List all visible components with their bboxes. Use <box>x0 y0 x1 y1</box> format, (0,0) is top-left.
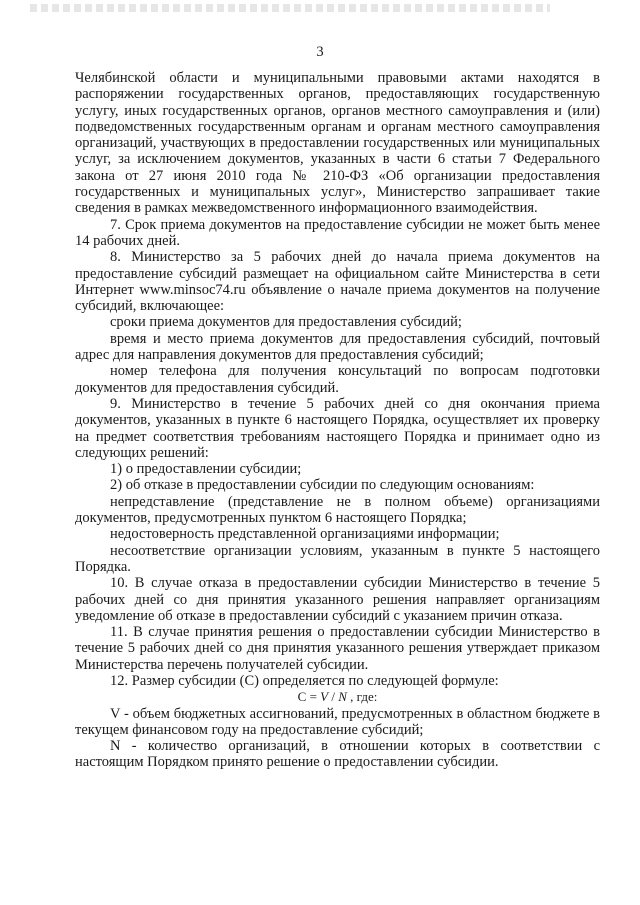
paragraph: Челябинской области и муниципальными правовыми актами находятся в распоряжении государственных органов, предоставляющих государственную услугу, иных государственных органов, органов местного самоуправления и (или) подведомственных государственным органам и органам местного самоуправления организаций, участвующих в предоставлении государственных или муниципальных услуг, за исключением документов, указанных в части 6 статьи 7 Федерального закона от 27 июня 2010 года № 210-ФЗ «Об организации предоставления государственных и муниципальных услуг», Министерство запрашивает такие сведения в рамках межведомственного информационного взаимодействия. <box>75 70 600 217</box>
formula-numerator: V <box>320 689 329 705</box>
paragraph: 8. Министерство за 5 рабочих дней до начала приема документов на предоставление субсидий размещает на официальном сайте Министерства в сети Интернет www.minsoc74.ru объявление о начале приема документов на получение субсидий, включающее: <box>75 249 600 315</box>
paragraph: 11. В случае принятия решения о предоставлении субсидии Министерство в течение 5 рабочих дней со дня принятия указанного решения утверждает приказом Министерства перечень получателей субсидии. <box>75 624 600 673</box>
paragraph: 10. В случае отказа в предоставлении субсидии Министерство в течение 5 рабочих дней со дня принятия указанного решения направляет организациям уведомление об отказе в предоставлении субсидий с указанием причин отказа. <box>75 575 600 624</box>
paragraph: непредставление (представление не в полном объеме) организациями документов, предусмотренных пунктом 6 настоящего Порядка; <box>75 493 600 527</box>
paragraph: V - объем бюджетных ассигнований, предусмотренных в областном бюджете в текущем финансовом году на предоставление субсидий; <box>75 705 600 738</box>
paragraph: сроки приема документов для предоставления субсидий; <box>110 314 462 331</box>
formula-lhs: C <box>297 689 307 705</box>
formula-suffix: , где: <box>346 689 378 705</box>
paragraph: 2) об отказе в предоставлении субсидии по следующим основаниям: <box>110 477 535 494</box>
paragraph: 12. Размер субсидии (С) определяется по следующей формуле: <box>110 672 499 689</box>
paragraph: N - количество организаций, в отношении которых в соответствии с настоящим Порядком принято решение о предоставлении субсидии. <box>75 738 600 771</box>
formula-slash: / <box>328 689 339 705</box>
formula-denominator: N <box>338 689 347 705</box>
paragraph: несоответствие организации условиям, указанным в пункте 5 настоящего Порядка. <box>75 542 600 575</box>
page-number: 3 <box>316 44 324 60</box>
paragraph: недостоверность представленной организациями информации; <box>110 526 500 543</box>
formula <box>75 689 600 705</box>
formula-eq: = <box>306 689 321 705</box>
paragraph: номер телефона для получения консультаций по вопросам подготовки документов для предоставления субсидий. <box>75 363 600 396</box>
paragraph: 7. Срок приема документов на предоставление субсидии не может быть менее 14 рабочих дней. <box>75 216 600 249</box>
paragraph: время и место приема документов для предоставления субсидий, почтовый адрес для направления документов для предоставления субсидий; <box>75 330 600 364</box>
paragraph: 1) о предоставлении субсидии; <box>110 461 302 478</box>
scan-header-artifact <box>30 4 550 12</box>
document-body <box>75 70 600 771</box>
paragraph: 9. Министерство в течение 5 рабочих дней со дня окончания приема документов, указанных в пункте 6 настоящего Порядка, осуществляет их проверку на предмет соответствия требованиям настоящего Порядка и принимает одно из следующих решений: <box>75 395 600 461</box>
